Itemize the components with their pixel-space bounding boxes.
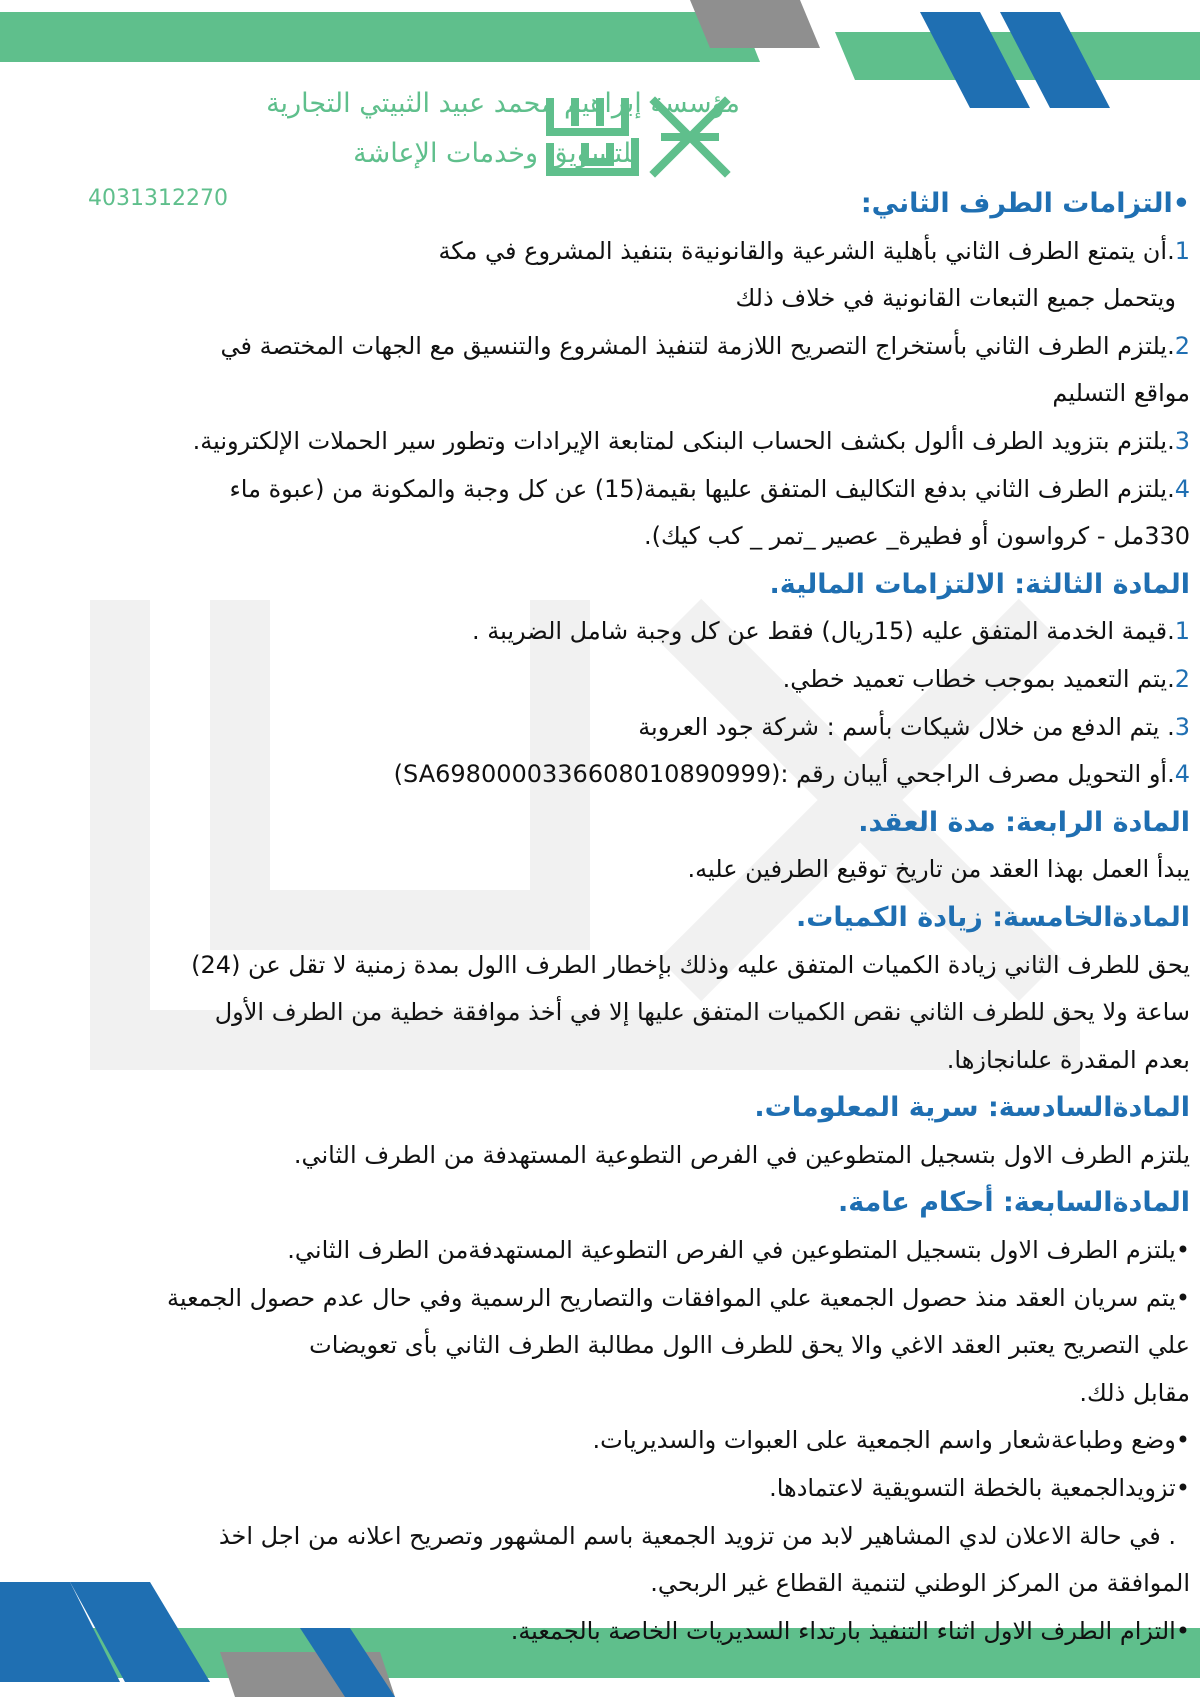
bullet-item: •يتم سريان العقد منذ حصول الجمعية علي الموافقات والتصاريح الرسمية وفي حال عدم حصول الجمعية: [166, 1283, 1190, 1312]
item-text: .أو التحويل مصرف الراجحي أيبان رقم :(SA6980000336608010890999): [393, 760, 1175, 789]
item-number: 3: [1174, 712, 1190, 741]
item-number: 3: [1174, 426, 1190, 455]
item-text: .يلتزم بتزويد الطرف األول بكشف الحساب البنكى لمتابعة الإيرادات وتطور سير الحملات الإلكترونية.: [192, 426, 1175, 455]
item-text: .يتم التعميد بموجب خطاب تعميد خطي.: [782, 664, 1175, 693]
text-line: ويتحمل جميع التبعات القانونية في خلاف ذلك: [735, 284, 1176, 313]
item-number: 4: [1174, 474, 1190, 503]
org-phone: 4031312270: [88, 186, 228, 211]
numbered-item: [20, 323, 1190, 371]
numbered-item: [20, 704, 1190, 752]
numbered-item: [20, 466, 1190, 514]
text-line: يبدأ العمل بهذا العقد من تاريخ توقيع الطرفين عليه.: [687, 855, 1190, 884]
item-text: .يلتزم الطرف الثاني بأستخراج التصريح اللازمة لتنفيذ المشروع والتنسيق مع الجهات المختصة في: [220, 331, 1175, 360]
text-line: علي التصريح يعتبر العقد الاغي والا يحق للطرف االول مطالبة الطرف الثاني بأى تعويضات: [309, 1331, 1190, 1360]
section-heading: المادة الرابعة: مدة العقد.: [858, 806, 1190, 838]
numbered-item: [20, 418, 1190, 466]
text-line: بعدم المقدرة علىانجازها.: [946, 1045, 1190, 1074]
item-text: .قيمة الخدمة المتفق عليه (15ريال) فقط عن كل وجبة شامل الضريبة .: [471, 617, 1175, 646]
text-line: ساعة ولا يحق للطرف الثاني نقص الكميات المتفق عليها إلا في أخذ موافقة خطية من الطرف الأول: [214, 998, 1190, 1027]
text-line: مواقع التسليم: [1052, 379, 1190, 408]
text-line: يحق للطرف الثاني زيادة الكميات المتفق عليه وذلك بإخطار الطرف االول بمدة زمنية لا تقل عن (24): [191, 950, 1190, 979]
bullet-item: •وضع وطباعةشعار واسم الجمعية على العبوات والسديريات.: [592, 1426, 1190, 1455]
text-line: . في حالة الاعلان لدي المشاهير لابد من تزويد الجمعية باسم المشهور وتصريح اعلانه من اجل اخذ: [218, 1521, 1176, 1550]
item-number: 1: [1174, 617, 1190, 646]
text-line: 330مل - كرواسون أو فطيرة_ عصير _تمر _ كب كيك).: [644, 522, 1190, 551]
numbered-item: [20, 656, 1190, 704]
company-logo: [545, 92, 745, 182]
contract-body: [20, 180, 1190, 1655]
numbered-item: [20, 228, 1190, 276]
text-line: مقابل ذلك.: [1079, 1378, 1190, 1407]
section-heading: المادة الثالثة: الالتزامات المالية.: [769, 568, 1190, 600]
numbered-item: [20, 608, 1190, 656]
section-heading: المادةالخامسة: زيادة الكميات.: [796, 901, 1190, 933]
item-text: . يتم الدفع من خلال شيكات بأسم : شركة جود العروبة: [638, 712, 1175, 741]
numbered-item: [20, 751, 1190, 799]
bullet-item: •تزويدالجمعية بالخطة التسويقية لاعتمادها.: [769, 1474, 1190, 1503]
item-text: .يلتزم الطرف الثاني بدفع التكاليف المتفق عليها بقيمة(15) عن كل وجبة والمكونة من (عبوة ماء: [229, 474, 1175, 503]
item-number: 2: [1174, 331, 1190, 360]
bullet-item: •التزام الطرف الاول اثناء التنفيذ بارتداء السديريات الخاصة بالجمعية.: [510, 1616, 1190, 1645]
section-heading: •التزامات الطرف الثاني:: [860, 188, 1190, 219]
item-number: 2: [1174, 664, 1190, 693]
bullet-item: •يلتزم الطرف الاول بتسجيل المتطوعين في الفرص التطوعية المستهدفةمن الطرف الثاني.: [287, 1236, 1190, 1265]
section-heading: المادةالسادسة: سرية المعلومات.: [754, 1092, 1190, 1124]
item-number: 4: [1174, 760, 1190, 789]
org-name-line1: مؤسسة إبراهيم محمد عبيد الثبيتي التجارية: [266, 88, 740, 119]
item-text: .أن يتمتع الطرف الثاني بأهلية الشرعية والقانونيةة بتنفيذ المشروع في مكة: [438, 236, 1175, 265]
section-heading: المادةالسابعة: أحكام عامة.: [837, 1187, 1190, 1219]
org-name-line2: للتسويق وخدمات الإعاشة: [353, 138, 640, 169]
item-number: 1: [1174, 236, 1190, 265]
text-line: يلتزم الطرف الاول بتسجيل المتطوعين في الفرص التطوعية المستهدفة من الطرف الثاني.: [293, 1140, 1190, 1169]
text-line: الموافقة من المركز الوطني لتنمية القطاع غير الربحي.: [650, 1569, 1190, 1598]
